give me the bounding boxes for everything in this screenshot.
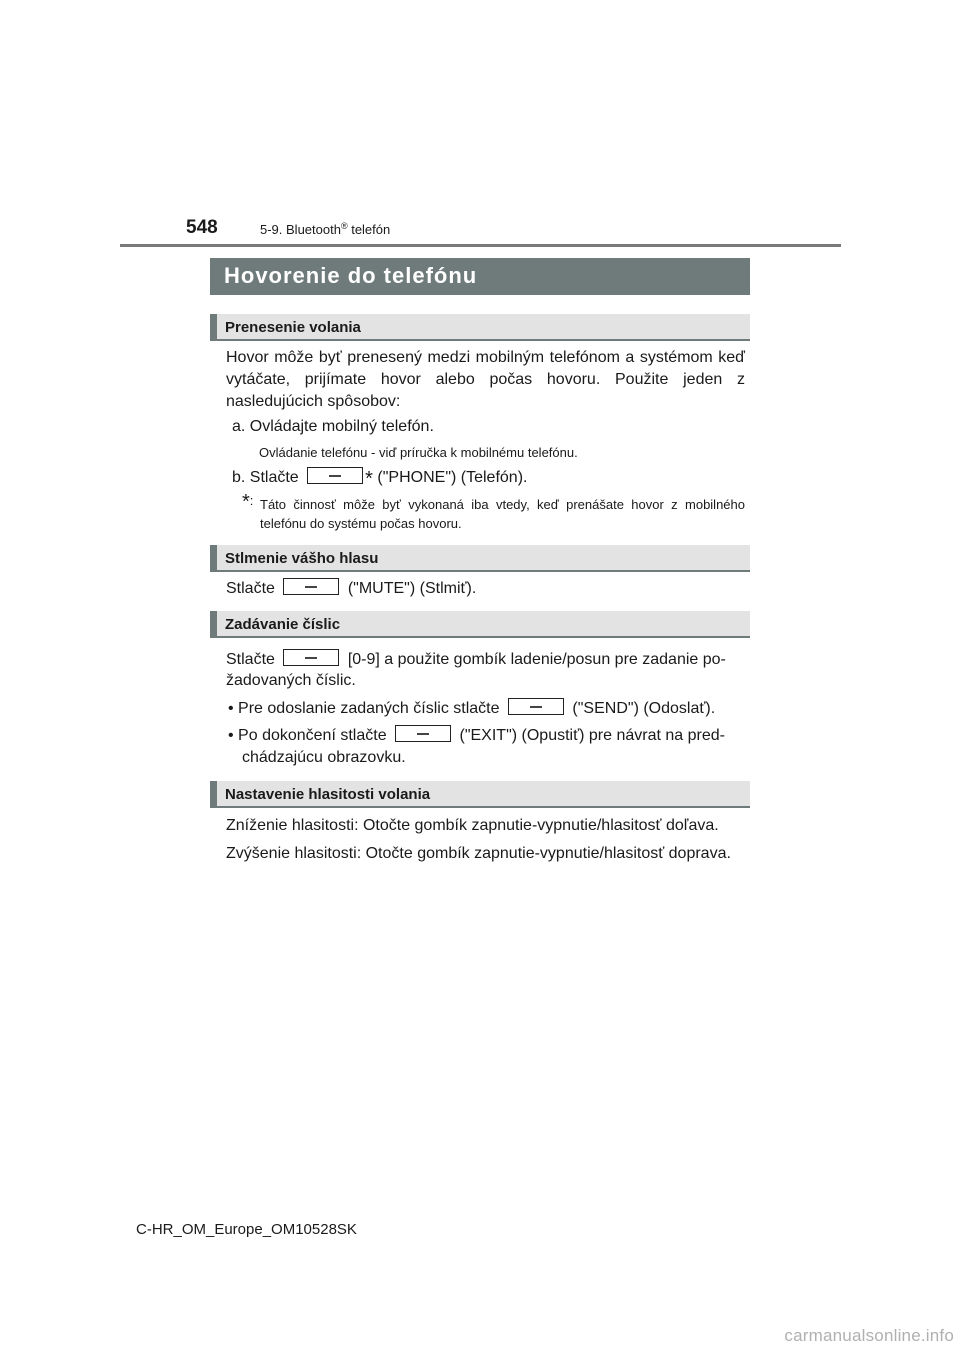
page-title: Hovorenie do telefónu	[210, 258, 750, 295]
mute-button[interactable]	[283, 578, 339, 595]
transfer-intro: Hovor môže byť prenesený medzi mobilným telefónom a systémom keď vytáčate, prijímate hovor alebo počas hovoru. Použite jeden z nasledujúcich spôsobov:	[226, 349, 745, 410]
section-heading-transfer: Prenesenie volania	[210, 314, 750, 341]
footnote-asterisk: *:	[242, 491, 254, 513]
transfer-item-b: b. Stlačte * ("PHONE") (Telefón).	[232, 468, 528, 490]
digits-bullet-exit: • Po dokončení stlačte ("EXIT") (Opustiť) pre návrat na pred-	[228, 727, 725, 744]
mute-instruction: Stlačte ("MUTE") (Stlmiť).	[226, 580, 477, 597]
section-heading-volume: Nastavenie hlasitosti volania	[210, 781, 750, 808]
volume-decrease: Zníženie hlasitosti: Otočte gombík zapnutie-vypnutie/hlasitosť doľava.	[226, 817, 719, 834]
digits-instruction-line2: žadovaných číslic.	[226, 672, 356, 689]
exit-button[interactable]	[395, 725, 451, 742]
volume-increase: Zvýšenie hlasitosti: Otočte gombík zapnutie-vypnutie/hlasitosť doprava.	[226, 845, 731, 862]
document-code: C-HR_OM_Europe_OM10528SK	[136, 1221, 357, 1238]
breadcrumb: 5-9. Bluetooth® telefón	[260, 221, 391, 237]
transfer-item-a-note: Ovládanie telefónu - viď príručka k mobilnému telefónu.	[259, 445, 578, 460]
digits-bullet-exit-line2: chádzajúcu obrazovku.	[242, 749, 406, 766]
section-heading-mute: Stlmenie vášho hlasu	[210, 545, 750, 572]
header-rule	[120, 244, 841, 247]
section-heading-digits: Zadávanie číslic	[210, 611, 750, 638]
page-number: 548	[186, 217, 218, 238]
asterisk-mark: *	[365, 468, 373, 490]
digits-instruction: Stlačte [0-9] a použite gombík ladenie/posun pre zadanie po-	[226, 651, 726, 668]
digits-bullet-send: • Pre odoslanie zadaných číslic stlačte ("SEND") (Odoslať).	[228, 700, 716, 717]
watermark: carmanualsonline.info	[784, 1326, 954, 1345]
transfer-item-a: a. Ovládajte mobilný telefón.	[232, 418, 434, 435]
send-button[interactable]	[508, 698, 564, 715]
phone-button[interactable]	[307, 467, 363, 484]
digit-keys-button[interactable]	[283, 649, 339, 666]
footnote-text: Táto činnosť môže byť vykonaná iba vtedy, keď prenášate hovor z mobilného telefónu do systému počas hovoru.	[260, 497, 745, 531]
